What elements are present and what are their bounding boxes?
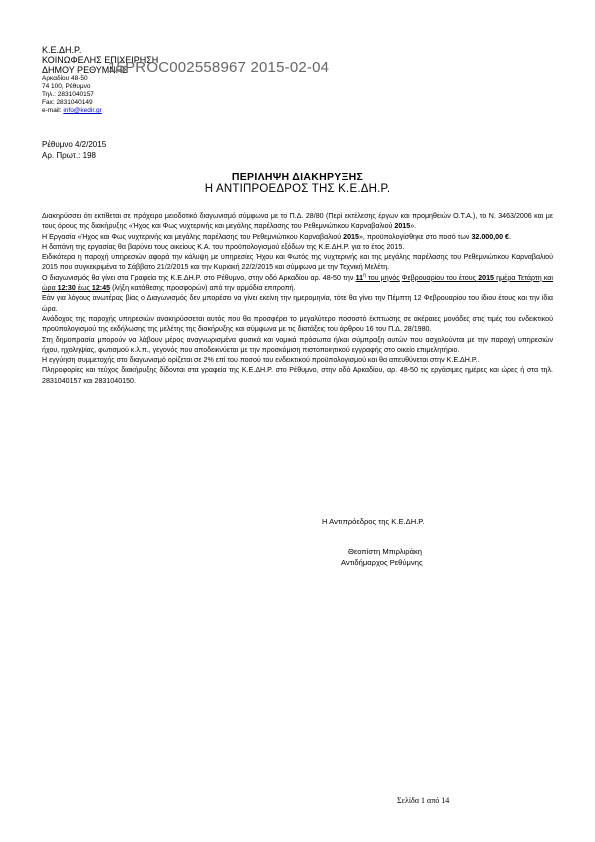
document-meta xyxy=(42,139,106,161)
paragraph: Διακηρύσσει ότι εκτίθεται σε πρόχειρο μειοδοτικό διαγωνισμό σύμφωνα με το Π.Δ. 28/80 (Περί εκτέλεσης έργων και προμηθειών Ο.Τ.Α.), το Ν. 3463/2006 και με τους όρους της διακήρυξης «Ήχος και Φως νυχτερινής και μεγάλης παρέλασης του Ρεθεμνιώτικου Καρναβαλιού 2015». xyxy=(42,212,553,231)
paragraph: Ειδικότερα η παροχή υπηρεσιών αφορά την κάλυψη με υπηρεσίες Ήχου και Φωτός της νυχτερινής και της μεγάλης παρέλασης του Ρεθεμνιώτικου Καρναβαλιού 2015 που συγκεκριμένα το Σάββατο 21/2/2015 και την Κυριακή 22/2/2015 και σύμφωνα με την Τεχνική Μελέτη. xyxy=(42,253,553,272)
protocol-number: Αρ. Πρωτ.: 198 xyxy=(42,151,96,160)
paragraph: Η Εργασία «Ήχος και Φως νυχτερινής και μεγάλης παρέλασης του Ρεθεμνιώτικου Καρναβαλιού 2015», προϋπολογίσθηκε στο ποσό των 32.000,00 €. xyxy=(42,232,511,241)
document-date: Ρέθυμνο 4/2/2015 xyxy=(42,140,107,149)
signatory-title: Αντιδήμαρχος Ρεθύμνης xyxy=(341,558,423,567)
page-number: Σελίδα 1 από 14 xyxy=(397,796,450,805)
diavgeia-stamp: 15PROC002558967 2015-02-04 xyxy=(108,59,330,76)
org-fax: Fax: 2831040149 xyxy=(42,99,93,106)
document-body xyxy=(42,211,553,386)
signatory-role: Η Αντιπρόεδρος της Κ.Ε.ΔΗ.Ρ. xyxy=(322,517,425,526)
signatory-name: Θεοπίστη Μπιρλιράκη xyxy=(348,547,422,556)
org-municipality: ΔΗΜΟΥ ΡΕΘΥΜΝΗΣ xyxy=(42,65,128,75)
email-label: e-mail: xyxy=(42,107,62,114)
org-abbreviation: Κ.Ε.ΔΗ.Ρ. xyxy=(42,45,82,55)
org-address: Αρκαδίου 48-50 xyxy=(42,75,88,82)
org-phone: Τηλ.: 2831040157 xyxy=(42,91,94,98)
organization-header xyxy=(42,45,158,115)
paragraph: Πληροφορίες και τεύχος διακήρυξης δίδονται στα γραφεία της Κ.Ε.ΔΗ.Ρ. στο Ρέθυμνο, στην οδό Αρκαδίου, αρ. 48-50 τις εργάσιμες ημέρες και ώρες ή στα τηλ. 2831040157 και 2831040150. xyxy=(42,366,553,385)
document-title: ΠΕΡΙΛΗΨΗ ΔΙΑΚΗΡΥΞΗΣ xyxy=(231,171,364,183)
paragraph: Η δαπάνη της εργασίας θα βαρύνει τους οικείους Κ.Α. του προϋπολογισμού εξόδων της Κ.Ε.ΔΗ.Ρ. για το έτος 2015. xyxy=(42,242,405,251)
document-subtitle: Η ΑΝΤΙΠΡΟΕΔΡΟΣ ΤΗΣ Κ.Ε.ΔΗ.Ρ. xyxy=(204,183,391,195)
paragraph: Εάν για λόγους ανωτέρας βίας ο Διαγωνισμός δεν μπορέσει να γίνει εκείνη την ημερομηνία, τότε θα γίνει την Πέμπτη 12 Φεβρουαρίου του ίδιου έτους και την ίδια ώρα. xyxy=(42,294,553,313)
paragraph: Ανάδοχος της παροχής υπηρεσιών ανακηρύσσεται αυτός που θα προσφέρει το μεγαλύτερο ποσοστό έκπτωσης σε ακέραιες μονάδες στις τιμές του ενδεικτικού προϋπολογισμού της εκδήλωσης της μελέτης της διακήρυξης και σύμφωνα με τις διατάξεις του άρθρου 16 του Π.Δ. 28/1980. xyxy=(42,314,553,334)
org-city: 74 100, Ρέθυμνο xyxy=(42,83,91,90)
email-link[interactable]: info@kedir.gr xyxy=(63,107,102,114)
org-type: ΚΟΙΝΩΦΕΛΗΣ ΕΠΙΧΕΙΡΗΣΗ xyxy=(42,55,159,65)
paragraph: Η εγγύηση συμμετοχής στο διαγωνισμό ορίζεται σε 2% επί του ποσού του ενδεικτικού προϋπολογισμού και θα απευθύνεται στην Κ.Ε.ΔΗ.Ρ.. xyxy=(42,356,480,365)
paragraph: Ο διαγωνισμός θα γίνει στα Γραφεία της Κ.Ε.ΔΗ.Ρ. στο Ρέθυμνο, στην οδό Αρκαδίου αρ. 48-50 την $11^\eta$ του μηνός Φεβρουαρίου του έτους 2015 ημέρα Τετάρτη και ώρα 12:30 έως 12:45 (λήξη κατάθεσης προσφορών) από την αρμόδια επιτροπή. xyxy=(42,272,553,293)
paragraph: Στη δημοπρασία μπορούν να λάβουν μέρος αναγνωρισμένα φυσικά και νομικά πρόσωπα ή/και σύμπραξη αυτών που ασχολούνται με την παροχή υπηρεσιών ήχου, ηχοληψίας, φωτισμού κ.λ.π., γεγονός που αποδεικνύεται με την προσκόμιση πιστοποιητικού εγγραφής στο οικείο επιμελητήριο. xyxy=(42,335,553,354)
org-email-line xyxy=(42,107,158,115)
